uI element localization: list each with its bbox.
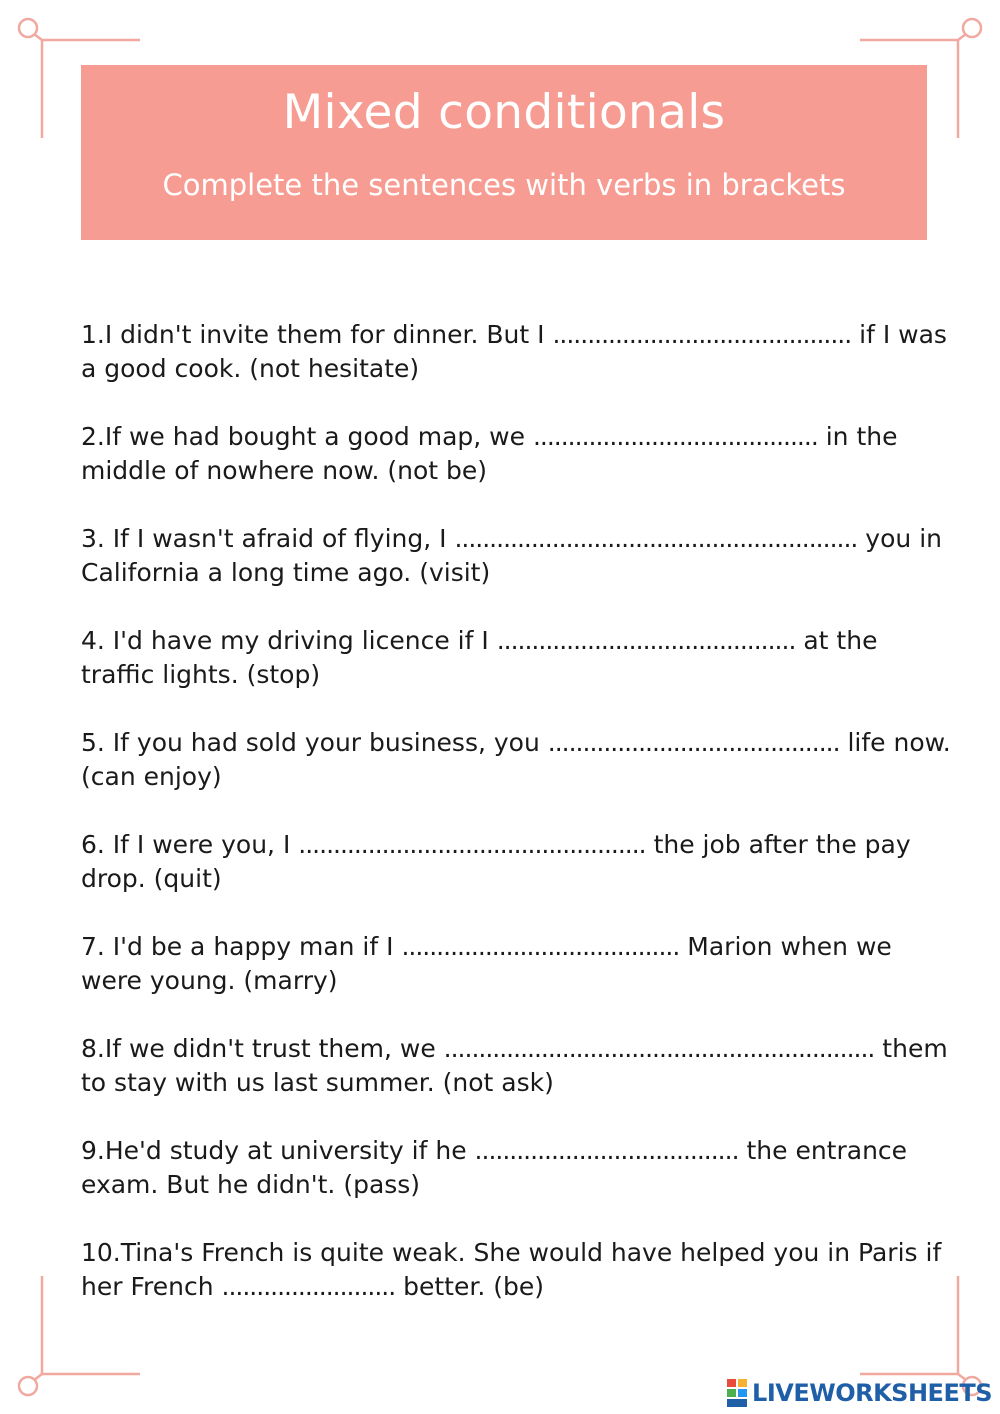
exercise-text-before: 7. I'd be a happy man if I xyxy=(81,932,402,961)
answer-blank[interactable]: ...................................... xyxy=(474,1136,739,1165)
exercise-text-before: 9.He'd study at university if he xyxy=(81,1136,475,1165)
exercise-text-after: Marion when we were young. (marry) xyxy=(81,932,900,995)
exercise-item-7 xyxy=(81,930,951,998)
liveworksheets-badge-icon xyxy=(726,1378,748,1408)
exercise-text-before: 6. If I were you, I xyxy=(81,830,299,859)
page-title: Mixed conditionals xyxy=(282,85,726,140)
exercise-item-8 xyxy=(81,1032,956,1100)
exercise-text-after: better. (be) xyxy=(395,1272,545,1301)
answer-blank[interactable]: ......................... xyxy=(221,1272,396,1301)
page-subtitle: Complete the sentences with verbs in brackets xyxy=(162,168,846,202)
exercise-text-before: 1.I didn't invite them for dinner. But I xyxy=(81,320,553,349)
exercise-item-4 xyxy=(81,624,951,692)
answer-blank[interactable]: ........................................... xyxy=(552,320,852,349)
exercise-item-10 xyxy=(81,1236,951,1304)
brand-name: LIVEWORKSHEETS xyxy=(752,1379,992,1407)
exercise-list xyxy=(81,318,959,1338)
answer-blank[interactable]: ........................................ xyxy=(401,932,680,961)
exercise-item-6 xyxy=(81,828,951,896)
exercise-text-before: 8.If we didn't trust them, we xyxy=(81,1034,444,1063)
answer-blank[interactable]: .......................................................... xyxy=(454,524,858,553)
answer-blank[interactable]: ........................................... xyxy=(496,626,796,655)
exercise-text-before: 4. I'd have my driving licence if I xyxy=(81,626,497,655)
exercise-item-3 xyxy=(81,522,951,590)
exercise-text-before: 2.If we had bought a good map, we xyxy=(81,422,533,451)
answer-blank[interactable]: .................................................. xyxy=(298,830,646,859)
answer-blank[interactable]: ......................................... xyxy=(532,422,818,451)
exercise-text-before: 10.Tina's French is quite weak. She would have helped you in Paris if her French xyxy=(81,1238,950,1301)
exercise-item-5 xyxy=(81,726,959,794)
answer-blank[interactable]: .............................................................. xyxy=(443,1034,875,1063)
exercise-text-after: the entrance exam. But he didn't. (pass) xyxy=(81,1136,916,1199)
exercise-text-after: the job after the pay drop. (quit) xyxy=(81,830,919,893)
liveworksheets-logo xyxy=(726,1378,992,1408)
exercise-item-2 xyxy=(81,420,951,488)
exercise-text-after: in the middle of nowhere now. (not be) xyxy=(81,422,906,485)
exercise-text-after: them to stay with us last summer. (not ask) xyxy=(81,1034,956,1097)
exercise-text-before: 5. If you had sold your business, you xyxy=(81,728,548,757)
exercise-text-after: life now. (can enjoy) xyxy=(81,728,959,791)
answer-blank[interactable]: .......................................... xyxy=(547,728,840,757)
exercise-text-after: at the traffic lights. (stop) xyxy=(81,626,886,689)
title-banner xyxy=(81,65,927,240)
exercise-item-1 xyxy=(81,318,955,386)
exercise-text-after: if I was a good cook. (not hesitate) xyxy=(81,320,955,383)
exercise-text-before: 3. If I wasn't afraid of flying, I xyxy=(81,524,455,553)
exercise-item-9 xyxy=(81,1134,951,1202)
exercise-text-after: you in California a long time ago. (visit) xyxy=(81,524,950,587)
